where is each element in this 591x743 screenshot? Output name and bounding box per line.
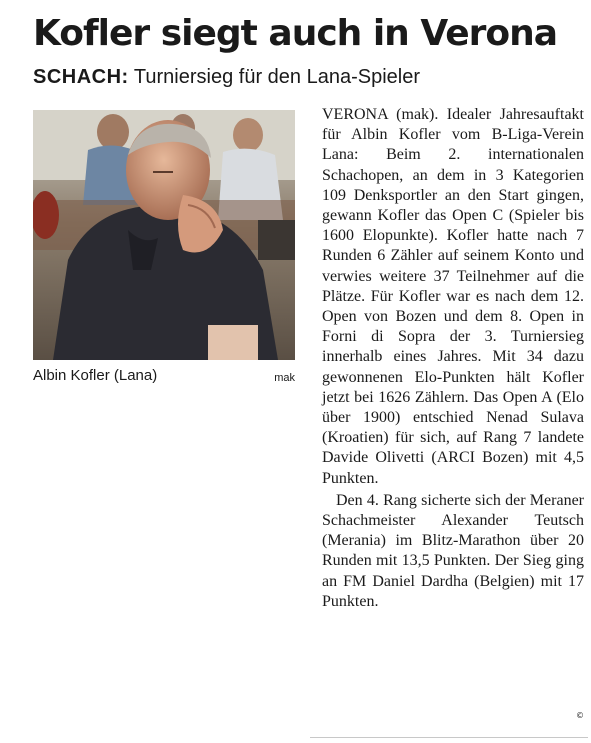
body-paragraph: Den 4. Rang sicherte sich der Meraner Schachmeister Alexander Teutsch (Merania) im Blitz-Marathon über 20 Runden mit 13,5 Punkten. Der Sieg ging an FM Daniel Dardha (Belgien) mit 17 Punkten.: [322, 491, 584, 610]
body-paragraph: VERONA (mak). Idealer Jahresauftakt für Albin Kofler vom B-Liga-Verein Lana: Beim 2. internationalen Schachopen, an dem in 3 Kategorien 109 Denksportler an den Start gingen, gewann Kofler das Open C (Spieler bis 1600 Elopunkte). Kofler hatte nach 7 Runden 6 Zähler auf seinem Konto und verwies weitere 37 Teilnehmer auf die Plätze. Für Kofler war es nach dem 12. Open von Bozen und dem 8. Open in Forni di Sopra der 3. Turniersieg innerhalb eines Jahres. Mit 34 dazu gewonnenen Elo-Punkten hält Kofler jetzt bei 1626 Zählern. Das Open A (Elo über 1900) entschied Nenad Sulava (Kroatien) für sich, auf Rang 7 landete Davide Olivetti (ARCI Bozen) mit 4,5 Punkten.: [322, 106, 584, 487]
chess-player-photo: [33, 110, 295, 360]
kicker: SCHACH:: [33, 66, 129, 88]
subheadline-text: Turniersieg für den Lana-Spieler: [133, 66, 421, 88]
headline: Kofler siegt auch in Verona: [33, 13, 558, 54]
article-body: [322, 105, 584, 612]
article-photo: [33, 110, 295, 360]
photo-caption: [33, 366, 295, 386]
photo-credit: mak: [274, 372, 295, 384]
copyright-mark: ©: [576, 711, 584, 720]
subheadline: [33, 64, 578, 90]
caption-text: Albin Kofler (Lana): [33, 367, 158, 384]
divider: [310, 737, 588, 738]
